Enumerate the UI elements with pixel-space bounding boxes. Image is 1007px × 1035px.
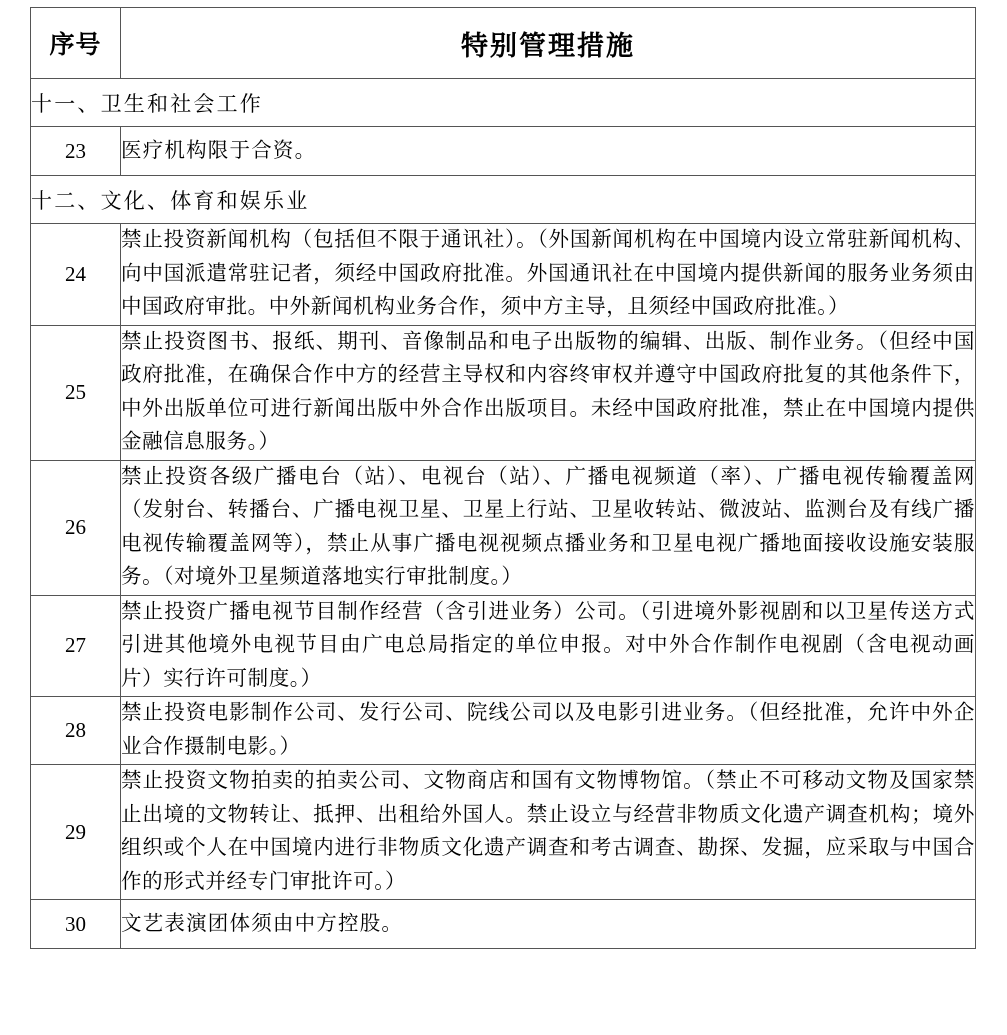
section-header-row <box>31 79 976 127</box>
table-row <box>31 127 976 176</box>
column-header-measure: 特别管理措施 <box>121 8 976 79</box>
table-row <box>31 224 976 326</box>
section-header-label: 十一、卫生和社会工作 <box>31 79 976 127</box>
special-management-measures-table <box>30 7 976 949</box>
table-row <box>31 595 976 697</box>
measure-number: 25 <box>31 325 121 460</box>
table-body <box>31 8 976 949</box>
measure-number: 27 <box>31 595 121 697</box>
measure-number: 28 <box>31 697 121 765</box>
measure-text: 禁止投资各级广播电台（站）、电视台（站）、广播电视频道（率）、广播电视传输覆盖网（发射台、转播台、广播电视卫星、卫星上行站、卫星收转站、微波站、监测台及有线广播电视传输覆盖网等），禁止从事广播电视视频点播业务和卫星电视广播地面接收设施安装服务。（对境外卫星频道落地实行审批制度。） <box>121 460 976 595</box>
measure-number: 23 <box>31 127 121 176</box>
measure-text: 禁止投资文物拍卖的拍卖公司、文物商店和国有文物博物馆。（禁止不可移动文物及国家禁止出境的文物转让、抵押、出租给外国人。禁止设立与经营非物质文化遗产调查机构；境外组织或个人在中国境内进行非物质文化遗产调查和考古调查、勘探、发掘，应采取与中国合作的形式并经专门审批许可。） <box>121 765 976 900</box>
table-row <box>31 765 976 900</box>
measure-number: 24 <box>31 224 121 326</box>
table-row <box>31 697 976 765</box>
measure-text: 文艺表演团体须由中方控股。 <box>121 900 976 949</box>
table-row <box>31 325 976 460</box>
measure-number: 30 <box>31 900 121 949</box>
table-row <box>31 460 976 595</box>
measure-number: 29 <box>31 765 121 900</box>
section-header-row <box>31 176 976 224</box>
column-header-number: 序号 <box>31 8 121 79</box>
measure-text: 禁止投资广播电视节目制作经营（含引进业务）公司。（引进境外影视剧和以卫星传送方式引进其他境外电视节目由广电总局指定的单位申报。对中外合作制作电视剧（含电视动画片）实行许可制度。） <box>121 595 976 697</box>
table-row <box>31 900 976 949</box>
measure-text: 医疗机构限于合资。 <box>121 127 976 176</box>
measure-text: 禁止投资电影制作公司、发行公司、院线公司以及电影引进业务。（但经批准，允许中外企业合作摄制电影。） <box>121 697 976 765</box>
measure-text: 禁止投资新闻机构（包括但不限于通讯社）。（外国新闻机构在中国境内设立常驻新闻机构、向中国派遣常驻记者，须经中国政府批准。外国通讯社在中国境内提供新闻的服务业务须由中国政府审批。中外新闻机构业务合作，须中方主导，且须经中国政府批准。） <box>121 224 976 326</box>
measure-text: 禁止投资图书、报纸、期刊、音像制品和电子出版物的编辑、出版、制作业务。（但经中国政府批准，在确保合作中方的经营主导权和内容终审权并遵守中国政府批复的其他条件下，中外出版单位可进行新闻出版中外合作出版项目。未经中国政府批准，禁止在中国境内提供金融信息服务。） <box>121 325 976 460</box>
table-header-row <box>31 8 976 79</box>
section-header-label: 十二、文化、体育和娱乐业 <box>31 176 976 224</box>
measure-number: 26 <box>31 460 121 595</box>
